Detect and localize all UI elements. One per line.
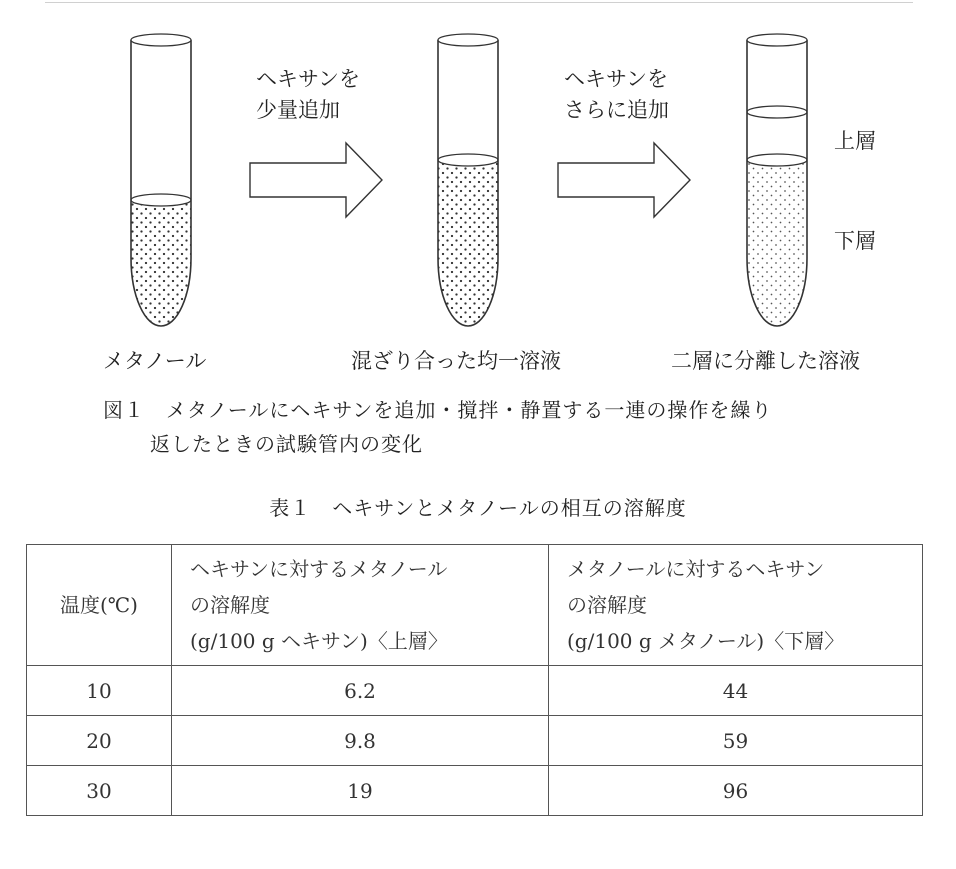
header2-line2: の溶解度 xyxy=(567,593,647,617)
cell-upper-solubility: 6.2 xyxy=(172,666,549,716)
header1-line2: の溶解度 xyxy=(190,593,270,617)
figure-caption-line2: 返したときの試験管内の変化 xyxy=(150,432,423,456)
upper-layer-label: 上層 xyxy=(834,129,876,153)
figure-caption-line1: 図１ メタノールにヘキサンを追加・撹拌・静置する一連の操作を繰り xyxy=(103,398,773,422)
arrow1-label-line1: ヘキサンを xyxy=(256,67,360,91)
lower-layer-label: 下層 xyxy=(834,229,876,253)
cell-lower-solubility: 59 xyxy=(549,716,923,766)
header1-line1: ヘキサンに対するメタノール xyxy=(190,557,448,581)
table-row xyxy=(27,766,923,816)
table-title: 表１ ヘキサンとメタノールの相互の溶解度 xyxy=(269,496,687,520)
arrow-right-icon xyxy=(558,143,690,217)
tube-homogeneous-solution xyxy=(438,34,498,340)
cell-lower-solubility: 44 xyxy=(549,666,923,716)
tube2-label: 混ざり合った均一溶液 xyxy=(351,349,561,373)
header-temperature: 温度(℃) xyxy=(27,545,172,666)
arrow2-label-line1: ヘキサンを xyxy=(564,67,668,91)
table-row xyxy=(27,716,923,766)
cell-upper-solubility: 9.8 xyxy=(172,716,549,766)
test-tube-figure xyxy=(0,0,956,390)
cell-lower-solubility: 96 xyxy=(549,766,923,816)
header1-line3: (g/100 g ヘキサン)〈上層〉 xyxy=(190,629,448,653)
arrow1-label-line2: 少量追加 xyxy=(256,98,340,122)
tube-two-layer-solution xyxy=(747,34,807,340)
cell-temperature: 20 xyxy=(27,716,172,766)
arrow-right-icon xyxy=(250,143,382,217)
cell-temperature: 10 xyxy=(27,666,172,716)
cell-upper-solubility: 19 xyxy=(172,766,549,816)
cell-temperature: 30 xyxy=(27,766,172,816)
table-header-row xyxy=(27,545,923,666)
header-methanol-in-hexane xyxy=(172,545,549,666)
header2-line3: (g/100 g メタノール)〈下層〉 xyxy=(567,629,845,653)
arrow2-label-line2: さらに追加 xyxy=(564,98,669,122)
tube3-label: 二層に分離した溶液 xyxy=(671,349,860,373)
table-row xyxy=(27,666,923,716)
header2-line1: メタノールに対するヘキサン xyxy=(567,557,825,581)
tube-methanol xyxy=(131,34,191,340)
solubility-table xyxy=(26,544,923,816)
tube1-label: メタノール xyxy=(103,349,207,373)
header-hexane-in-methanol xyxy=(549,545,923,666)
